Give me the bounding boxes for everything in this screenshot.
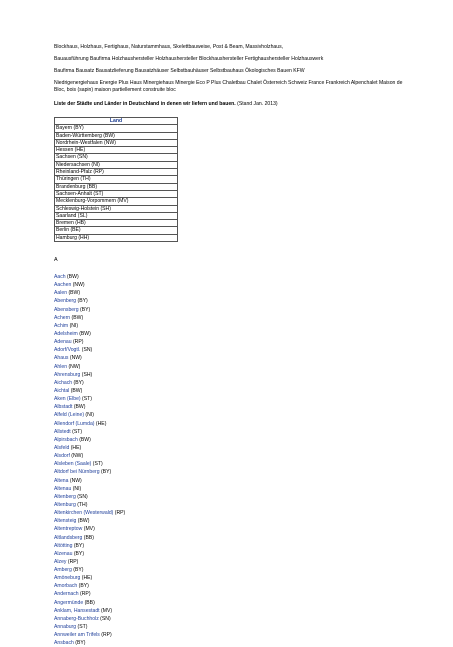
- city-list-item: [54, 395, 125, 403]
- state-row: [55, 147, 178, 154]
- city-list-item: [54, 371, 125, 379]
- city-state-code: (BW): [67, 290, 81, 297]
- city-state-code: (NW): [71, 282, 85, 289]
- city-link[interactable]: Alzenau: [54, 550, 73, 557]
- city-link[interactable]: Anklam, Hansestadt: [54, 607, 100, 614]
- state-cell: Mecklenburg-Vorpommern (MV): [55, 198, 178, 205]
- city-list-item: [54, 485, 125, 493]
- city-list-item: [54, 590, 125, 598]
- city-list-item: [54, 558, 125, 566]
- list-heading-date: (Stand Jan. 2013): [235, 101, 278, 107]
- city-link[interactable]: Aichach: [54, 379, 73, 386]
- city-state-code: (NI): [84, 412, 94, 419]
- city-list-item: [54, 273, 125, 281]
- city-list-item: [54, 411, 125, 419]
- city-list-item: [54, 509, 125, 517]
- city-list-item: [54, 363, 125, 371]
- state-cell: Berlin (BE): [55, 227, 178, 234]
- city-list-item: [54, 639, 125, 647]
- city-state-code: (ST): [70, 428, 83, 435]
- city-link[interactable]: Allendorf (Lumda): [54, 420, 95, 427]
- city-state-code: (BB): [83, 599, 95, 606]
- city-link[interactable]: Altenau: [54, 485, 72, 492]
- city-list-item: [54, 599, 125, 607]
- list-heading-bold: Liste der Städte und Länder in Deutschland in denen wir liefern und bauen.: [54, 101, 236, 107]
- city-list-item: [54, 607, 125, 615]
- city-state-code: (BW): [77, 330, 91, 337]
- city-list-item: [54, 534, 125, 542]
- city-list-item: [54, 379, 125, 387]
- state-row: [55, 212, 178, 219]
- city-link[interactable]: Aken (Elbe): [54, 396, 81, 403]
- city-state-code: (BY): [72, 379, 84, 386]
- city-link[interactable]: Altdorf bei Nürnberg: [54, 469, 100, 476]
- city-link[interactable]: Adelsheim: [54, 330, 78, 337]
- city-list-item: [54, 566, 125, 574]
- city-link[interactable]: Ansbach: [54, 640, 74, 647]
- city-link[interactable]: Ahlen: [54, 363, 68, 370]
- city-link[interactable]: Abenberg: [54, 298, 77, 305]
- state-row: [55, 220, 178, 227]
- city-state-code: (BY): [72, 550, 85, 557]
- city-list-item: [54, 428, 125, 436]
- city-state-code: (SN): [98, 615, 111, 622]
- city-state-code: (ST): [80, 396, 92, 403]
- state-row: [55, 198, 178, 205]
- city-state-code: (MV): [99, 607, 113, 614]
- city-state-code: (NW): [68, 477, 82, 484]
- state-cell: Saarland (SL): [55, 212, 178, 219]
- states-table: [54, 117, 178, 242]
- city-link[interactable]: Angermünde: [54, 599, 84, 606]
- city-link[interactable]: Altenberg: [54, 493, 76, 500]
- city-list-item: [54, 444, 125, 452]
- city-state-code: (BY): [99, 469, 112, 476]
- state-row: [55, 125, 178, 132]
- city-link[interactable]: Amorbach: [54, 583, 78, 590]
- city-link[interactable]: Altena: [54, 477, 69, 484]
- city-list-item: [54, 420, 125, 428]
- city-list-item: [54, 623, 125, 631]
- city-link[interactable]: Altötting: [54, 542, 73, 549]
- intro-paragraph-1: Blockhaus, Holzhaus, Fertighaus, Naturstammhaus, Skelettbauweise, Post & Beam, Massivholzhaus,: [54, 44, 284, 50]
- city-list-item: [54, 525, 125, 533]
- city-list: [54, 273, 125, 647]
- city-link[interactable]: Albstadt: [54, 404, 73, 411]
- city-link[interactable]: Aalen: [54, 290, 68, 297]
- city-state-code: (SH): [80, 371, 93, 378]
- city-link[interactable]: Altenkirchen (Westerwald): [54, 510, 114, 517]
- intro-paragraph-3: Baufirma Bausatz Bausatzlieferung Bausatzhäuser Selbstbauhäuser Selbstbauhaus Ökologisches Bauen KFW: [54, 68, 305, 74]
- state-row: [55, 139, 178, 146]
- city-link[interactable]: Altlandsberg: [54, 534, 83, 541]
- city-state-code: (RP): [99, 632, 112, 639]
- city-link[interactable]: Alsfeld: [54, 444, 70, 451]
- state-row: [55, 234, 178, 241]
- city-state-code: (BY): [76, 298, 88, 305]
- state-cell: Nordrhein-Westfalen (NW): [55, 139, 178, 146]
- city-list-item: [54, 574, 125, 582]
- city-link[interactable]: Altensteig: [54, 518, 77, 525]
- city-list-item: [54, 314, 125, 322]
- state-cell: Hessen (HE): [55, 147, 178, 154]
- city-state-code: (BY): [77, 583, 89, 590]
- city-state-code: (TH): [75, 501, 88, 508]
- city-state-code: (BY): [71, 567, 84, 574]
- city-state-code: (BW): [65, 274, 79, 280]
- city-state-code: (HE): [80, 575, 93, 582]
- city-list-item: [54, 403, 125, 411]
- city-link[interactable]: Amöneburg: [54, 575, 81, 582]
- state-cell: Sachsen-Anhalt (ST): [55, 190, 178, 197]
- city-state-code: (ST): [76, 624, 88, 631]
- city-link[interactable]: Adenau: [54, 339, 72, 346]
- city-state-code: (BW): [69, 387, 83, 394]
- city-state-code: (SN): [75, 493, 88, 500]
- city-list-item: [54, 387, 125, 395]
- state-row: [55, 154, 178, 161]
- city-link[interactable]: Amberg: [54, 567, 72, 574]
- city-state-code: (HE): [69, 444, 82, 451]
- city-link[interactable]: Alsleben (Saale): [54, 461, 92, 468]
- city-state-code: (RP): [66, 558, 79, 565]
- city-list-item: [54, 306, 125, 314]
- state-cell: Bayern (BY): [55, 125, 178, 132]
- city-state-code: (NI): [71, 485, 82, 492]
- city-link[interactable]: Ahrensburg: [54, 371, 81, 378]
- city-link[interactable]: Annweiler am Trifels: [54, 632, 100, 639]
- section-letter: A: [54, 257, 58, 263]
- city-state-code: (BY): [73, 640, 86, 647]
- city-state-code: (RP): [78, 591, 91, 598]
- city-list-item: [54, 550, 125, 558]
- city-list-item: [54, 542, 125, 550]
- city-list-item: [54, 615, 125, 623]
- city-state-code: (SN): [80, 347, 93, 354]
- city-state-code: (BW): [76, 518, 90, 525]
- city-list-item: [54, 346, 125, 354]
- city-link[interactable]: Annaburg: [54, 624, 77, 631]
- city-link[interactable]: Alfeld (Leine): [54, 412, 85, 419]
- city-list-item: [54, 517, 125, 525]
- city-state-code: (BW): [72, 404, 86, 411]
- state-row: [55, 176, 178, 183]
- city-list-item: [54, 322, 125, 330]
- city-state-code: (BW): [77, 436, 91, 443]
- city-list-item: [54, 493, 125, 501]
- city-list-item: [54, 330, 125, 338]
- city-state-code: (NW): [69, 453, 84, 460]
- city-link[interactable]: Ahaus: [54, 355, 69, 362]
- city-list-item: [54, 468, 125, 476]
- city-state-code: (HE): [94, 420, 107, 427]
- city-list-item: [54, 297, 125, 305]
- state-row: [55, 183, 178, 190]
- city-list-item: [54, 281, 125, 289]
- city-state-code: (BY): [78, 306, 91, 313]
- city-link[interactable]: Altenburg: [54, 501, 76, 508]
- city-state-code: (NW): [67, 363, 81, 370]
- city-state-code: (NW): [68, 355, 82, 362]
- state-cell: Baden-Württemberg (BW): [55, 132, 178, 139]
- city-state-code: (BB): [82, 534, 94, 541]
- city-state-code: (ST): [91, 461, 103, 468]
- city-list-item: [54, 460, 125, 468]
- states-table-header: Land: [55, 118, 178, 125]
- intro-paragraph-2: Bauausführung Baufirma Holzhaushersteller Holzhaushersteller Blockhaushersteller Fertighaushersteller Holzhauswerk: [54, 56, 324, 62]
- city-link[interactable]: Aachen: [54, 282, 72, 289]
- list-heading: [54, 101, 434, 108]
- city-link[interactable]: Adorf/Vogtl.: [54, 347, 81, 354]
- city-list-item: [54, 289, 125, 297]
- city-link[interactable]: Allstedt: [54, 428, 71, 435]
- state-cell: Thüringen (TH): [55, 176, 178, 183]
- state-cell: Brandenburg (BB): [55, 183, 178, 190]
- state-cell: Hamburg (HH): [55, 234, 178, 241]
- state-cell: Rheinland-Pfalz (RP): [55, 169, 178, 176]
- state-cell: Sachsen (SN): [55, 154, 178, 161]
- city-link[interactable]: Altentreptow: [54, 526, 83, 533]
- city-link[interactable]: Annaberg-Buchholz: [54, 615, 99, 622]
- state-row: [55, 161, 178, 168]
- city-link[interactable]: Aichtal: [54, 387, 70, 394]
- state-cell: Schleswig-Holstein (SH): [55, 205, 178, 212]
- city-list-item: [54, 501, 125, 509]
- city-link[interactable]: Alsdorf: [54, 453, 70, 460]
- city-state-code: (BY): [72, 542, 85, 549]
- city-link[interactable]: Alzey: [54, 558, 67, 565]
- city-list-item: [54, 477, 125, 485]
- state-row: [55, 132, 178, 139]
- city-link[interactable]: Achim: [54, 322, 69, 329]
- city-link[interactable]: Alpirsbach: [54, 436, 78, 443]
- intro-paragraph-4: Niedrigenergiehaus Energie Plus Haus Minergiehaus Minergie Eco P Plus Chaletbau Chalet Österreich Schweiz France Frankreich Alpenchalet Maison de Bloc, bois (sapin) maison partiellement construite bloc: [54, 80, 403, 93]
- city-link[interactable]: Aach: [54, 274, 66, 280]
- city-list-item: [54, 452, 125, 460]
- city-state-code: (RP): [113, 510, 126, 517]
- state-row: [55, 205, 178, 212]
- city-list-item: [54, 582, 125, 590]
- state-row: [55, 169, 178, 176]
- city-link[interactable]: Abensberg: [54, 306, 79, 313]
- city-link[interactable]: Andernach: [54, 591, 79, 598]
- state-row: [55, 190, 178, 197]
- city-state-code: (NI): [68, 322, 79, 329]
- state-cell: Niedersachsen (NI): [55, 161, 178, 168]
- city-list-item: [54, 631, 125, 639]
- city-link[interactable]: Achern: [54, 314, 71, 321]
- city-state-code: (BW): [70, 314, 84, 321]
- states-table-body: [55, 125, 178, 242]
- city-list-item: [54, 338, 125, 346]
- state-cell: Bremen (HB): [55, 220, 178, 227]
- city-state-code: (RP): [71, 339, 84, 346]
- state-row: [55, 227, 178, 234]
- city-state-code: (MV): [82, 526, 95, 533]
- city-list-item: [54, 436, 125, 444]
- city-list-item: [54, 354, 125, 362]
